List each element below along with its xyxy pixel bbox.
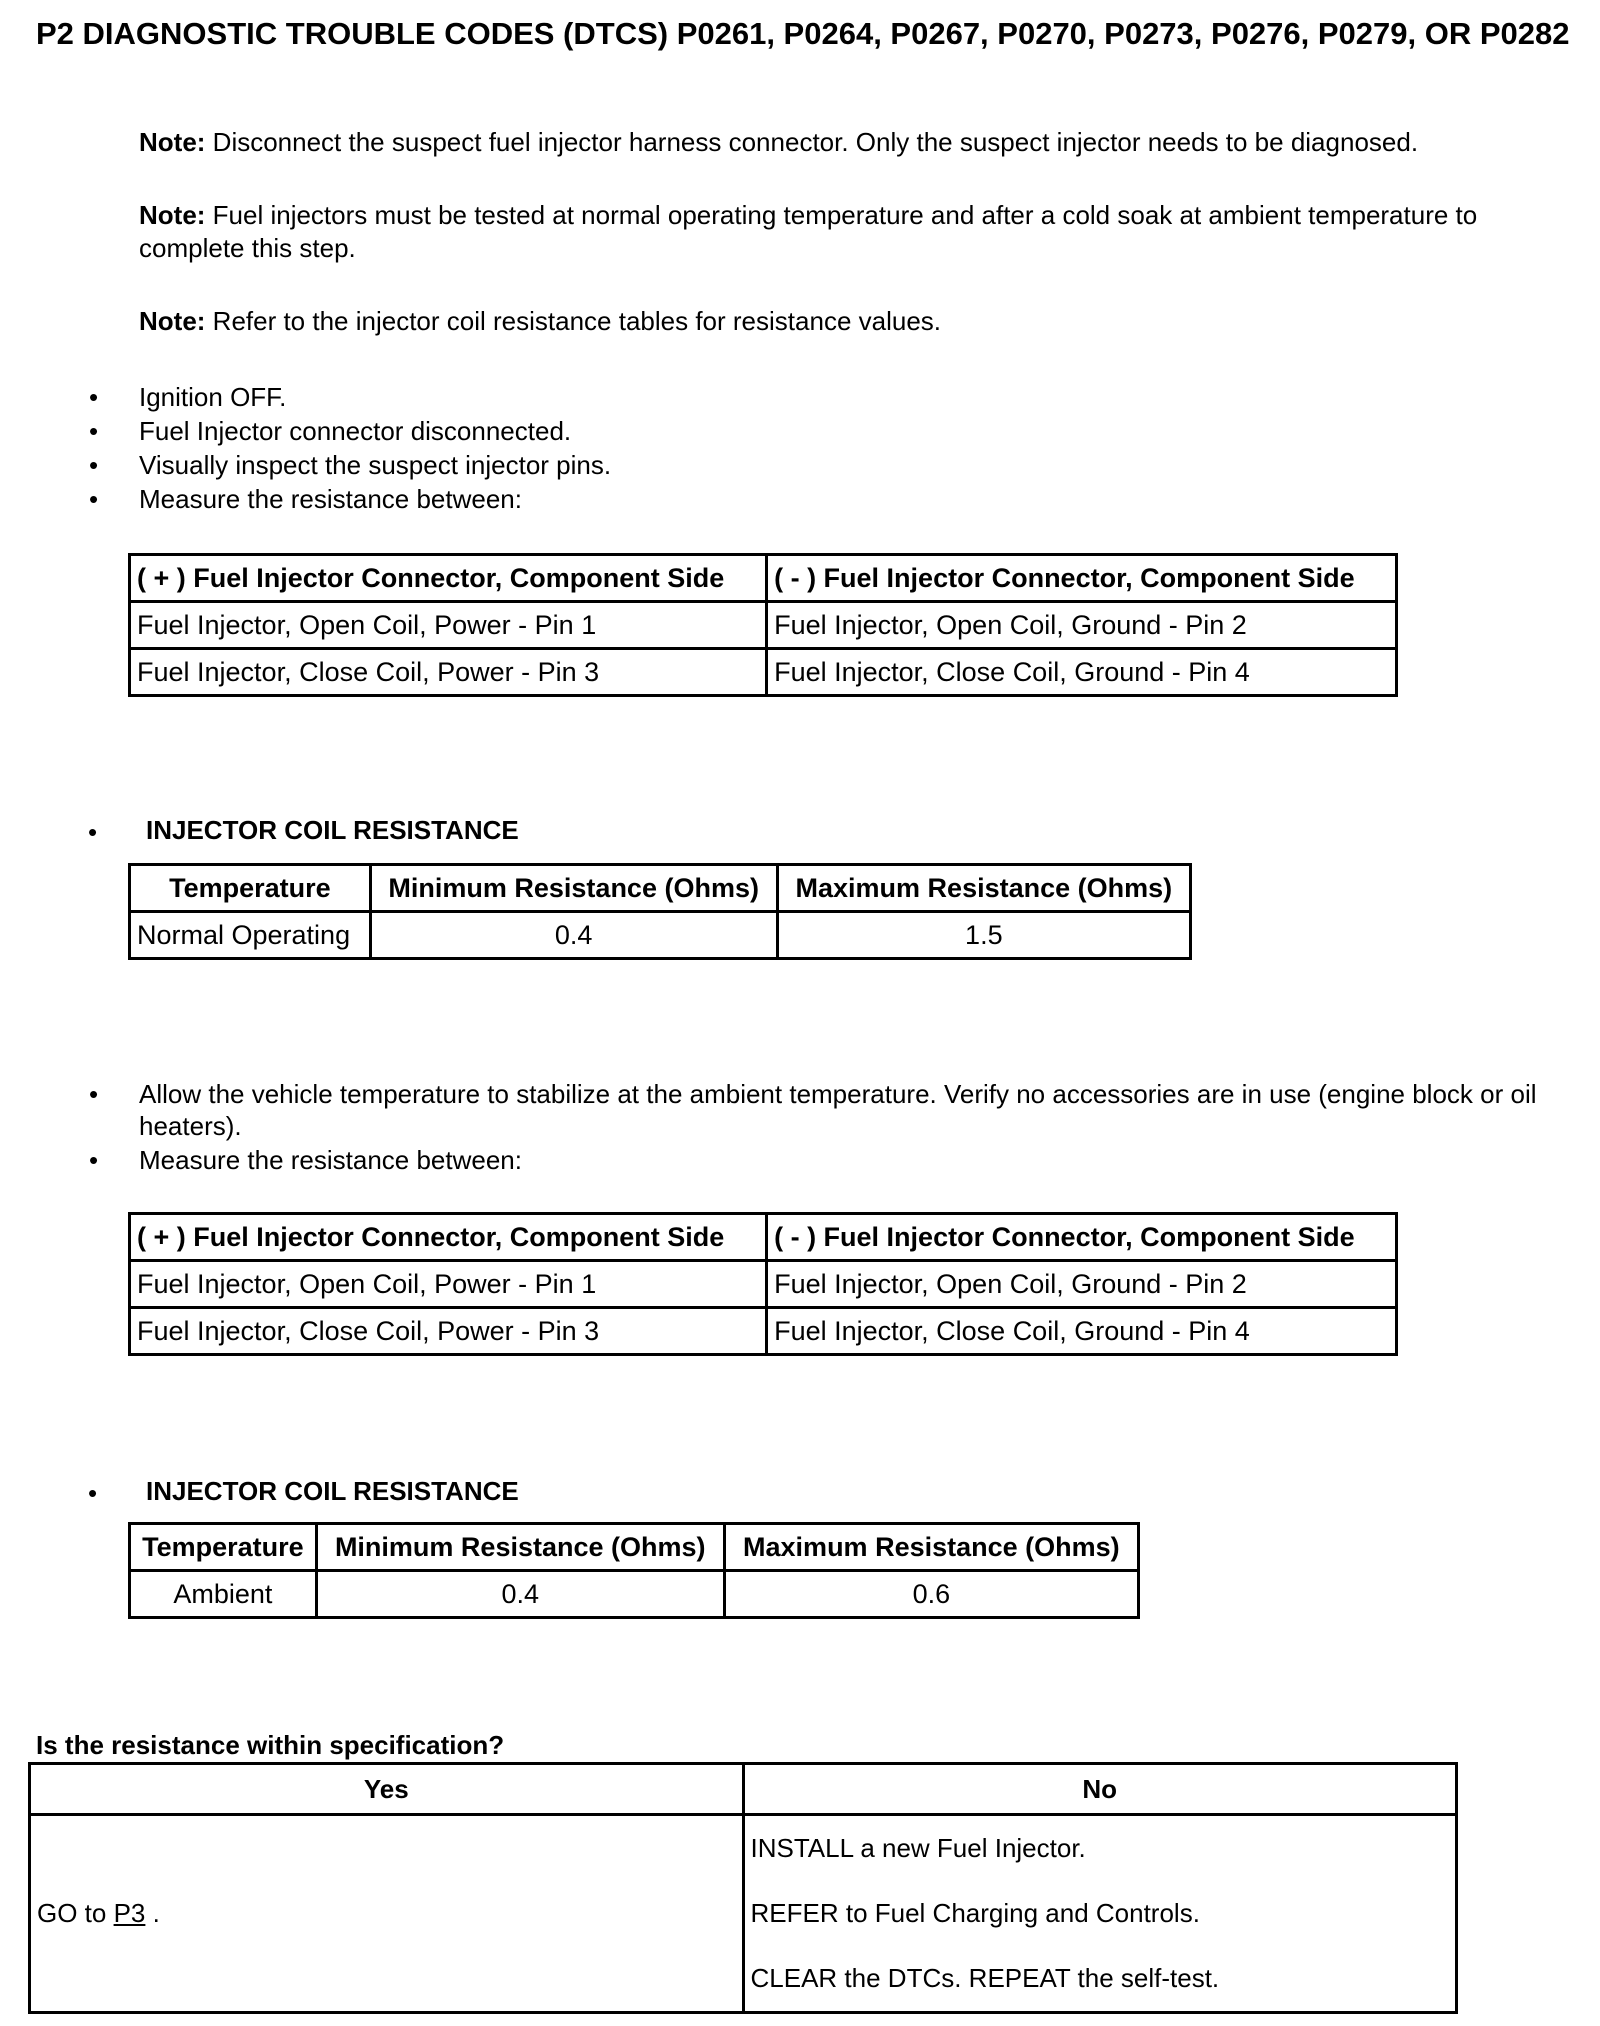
note-3: Note: Refer to the injector coil resistance tables for resistance values. [139, 306, 942, 336]
list-item: • Ignition OFF. [139, 380, 1559, 414]
yes-header: Yes [30, 1764, 744, 1815]
yes-cell: GO to P3 . [30, 1815, 744, 2013]
table-header: ( - ) Fuel Injector Connector, Component Side [767, 555, 1397, 602]
list-item: • Allow the vehicle temperature to stabilize at the ambient temperature. Verify no accessories are in use (engine block or oil heaters). [139, 1078, 1559, 1142]
list-item: • Measure the resistance between: [139, 1144, 1559, 1176]
bullet-icon: • [88, 1478, 98, 1508]
list-item: • Measure the resistance between: [139, 482, 1559, 516]
decision-table [28, 1762, 1458, 2014]
no-header: No [743, 1764, 1457, 1815]
bullet-icon: • [88, 817, 98, 847]
table-row: Fuel Injector, Close Coil, Power - Pin 3 Fuel Injector, Close Coil, Ground - Pin 4 [130, 1308, 1397, 1355]
spec-question: Is the resistance within specification? [36, 1730, 505, 1760]
no-action: REFER to Fuel Charging and Controls. [750, 1898, 1200, 1928]
table-header: ( + ) Fuel Injector Connector, Component Side [130, 555, 767, 602]
resistance-table-normal: Temperature Minimum Resistance (Ohms) Maximum Resistance (Ohms) Normal Operating 0.4 1.5 [128, 863, 1192, 960]
section-heading: INJECTOR COIL RESISTANCE [146, 1476, 519, 1506]
page-title: P2 DIAGNOSTIC TROUBLE CODES (DTCS) P0261, P0264, P0267, P0270, P0273, P0276, P0279, OR P0282 [36, 16, 1570, 51]
pin-table-2: ( + ) Fuel Injector Connector, Component Side ( - ) Fuel Injector Connector, Component Side Fuel Injector, Open Coil, Power - Pin 1 Fuel Injector, Open Coil, Ground - Pin 2 Fuel Injector, Close Coil, Power - Pin 3 Fuel Injector, Close Coil, Ground - Pin 4 [128, 1212, 1398, 1356]
table-row [30, 1815, 1457, 2013]
list-item: • Fuel Injector connector disconnected. [139, 414, 1559, 448]
table-row: Fuel Injector, Open Coil, Power - Pin 1 Fuel Injector, Open Coil, Ground - Pin 2 [130, 1261, 1397, 1308]
table-row: Fuel Injector, Close Coil, Power - Pin 3 Fuel Injector, Close Coil, Ground - Pin 4 [130, 649, 1397, 696]
note-1: Note: Disconnect the suspect fuel injector harness connector. Only the suspect injector needs to be diagnosed. [139, 127, 1419, 157]
no-action: CLEAR the DTCs. REPEAT the self-test. [750, 1963, 1220, 1993]
steps-list-1 [139, 380, 1559, 516]
no-cell [743, 1815, 1457, 2013]
note-2: Note: Fuel injectors must be tested at normal operating temperature and after a cold soak at ambient temperature to complete this step. [139, 200, 1478, 263]
table-row: Fuel Injector, Open Coil, Power - Pin 1 Fuel Injector, Open Coil, Ground - Pin 2 [130, 602, 1397, 649]
no-action: INSTALL a new Fuel Injector. [750, 1833, 1086, 1863]
table-row: Normal Operating 0.4 1.5 [130, 912, 1191, 959]
pin-table-1 [128, 553, 1398, 697]
resistance-table-ambient: Temperature Minimum Resistance (Ohms) Maximum Resistance (Ohms) Ambient 0.4 0.6 [128, 1522, 1140, 1619]
table-row: Ambient 0.4 0.6 [130, 1571, 1139, 1618]
steps-list-2 [139, 1078, 1559, 1176]
p3-link[interactable]: P3 [113, 1898, 146, 1928]
list-item: • Visually inspect the suspect injector pins. [139, 448, 1559, 482]
section-heading: INJECTOR COIL RESISTANCE [146, 815, 519, 845]
